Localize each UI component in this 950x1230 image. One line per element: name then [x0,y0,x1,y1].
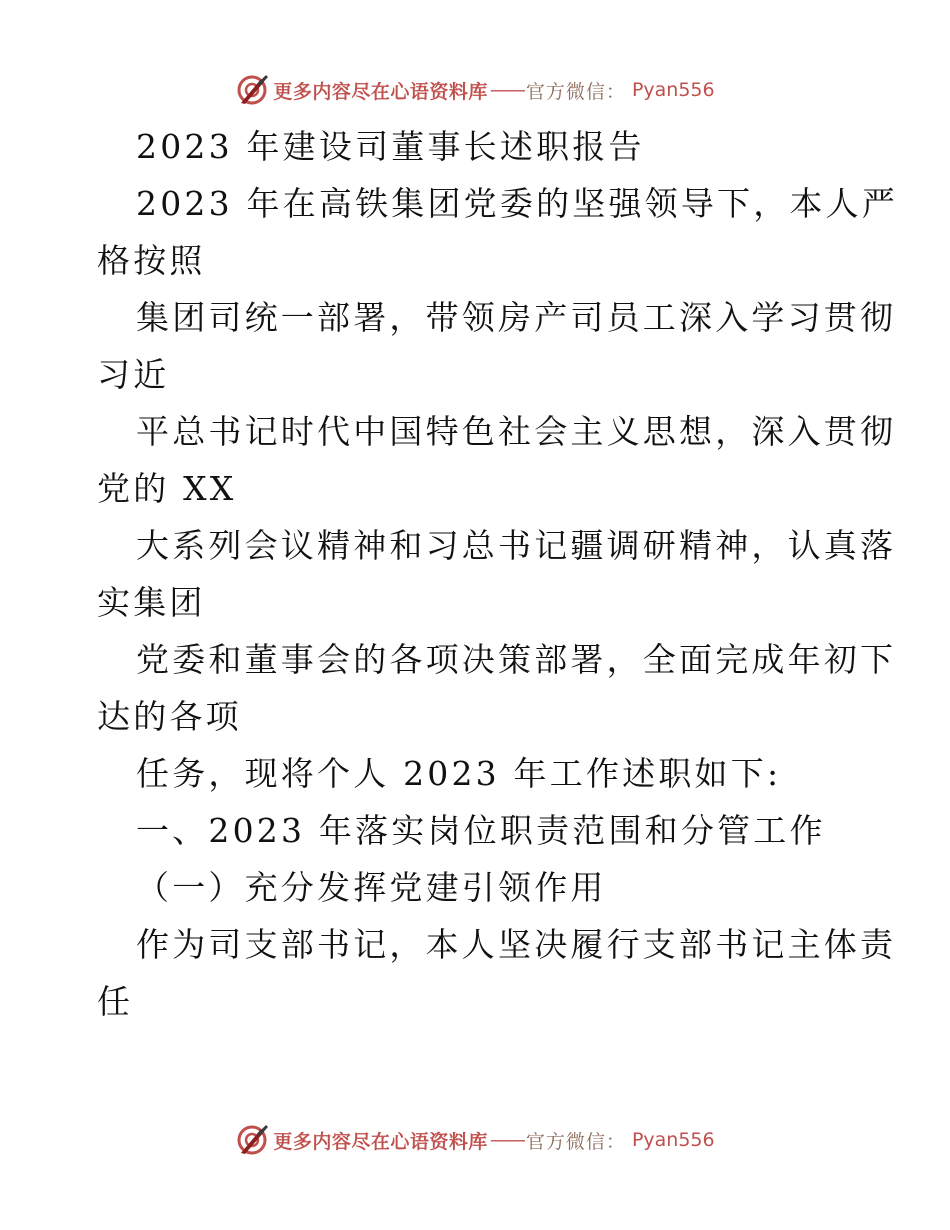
watermark-dash: —— [489,1129,524,1151]
subsection-heading: （一）充分发挥党建引领作用 [136,868,607,907]
paragraph-line: 习近 [97,355,170,394]
paragraph-line: 2023 年在高铁集团党委的坚强领导下，本人严 [136,184,899,223]
watermark-text: 更多内容尽在心语资料库 [273,1130,488,1153]
paragraph-line: 集团司统一部署，带领房产司员工深入学习贯彻 [136,298,897,337]
paragraph-line: 平总书记时代中国特色社会主义思想，深入贯彻 [136,412,897,451]
document-title: 2023 年建设司董事长述职报告 [136,127,645,166]
paragraph-line: 党委和董事会的各项决策部署，全面完成年初下 [136,640,897,679]
paragraph-line: 任务，现将个人 2023 年工作述职如下: [136,754,782,793]
watermark-label: 官方微信： [525,80,626,103]
watermark-id: Pyan556 [631,1129,715,1151]
paragraph-line: 格按照 [97,241,206,280]
paragraph-line: 作为司支部书记，本人坚决履行支部书记主体责 [136,925,897,964]
quill-seal-icon [235,1123,269,1157]
watermark-id: Pyan556 [631,79,715,101]
paragraph-line: 任 [97,982,134,1021]
watermark-label: 官方微信： [525,1130,626,1153]
section-heading: 一、2023 年落实岗位职责范围和分管工作 [136,811,826,850]
paragraph-line: 达的各项 [97,697,242,736]
footer-watermark [0,1122,950,1158]
paragraph-line: 实集团 [97,583,206,622]
watermark-dash: —— [489,79,524,101]
quill-seal-icon [235,73,269,107]
paragraph-line: 大系列会议精神和习总书记疆调研精神，认真落 [136,526,897,565]
watermark-text: 更多内容尽在心语资料库 [273,80,488,103]
paragraph-line: 党的 XX [97,469,237,508]
header-watermark [0,72,950,108]
